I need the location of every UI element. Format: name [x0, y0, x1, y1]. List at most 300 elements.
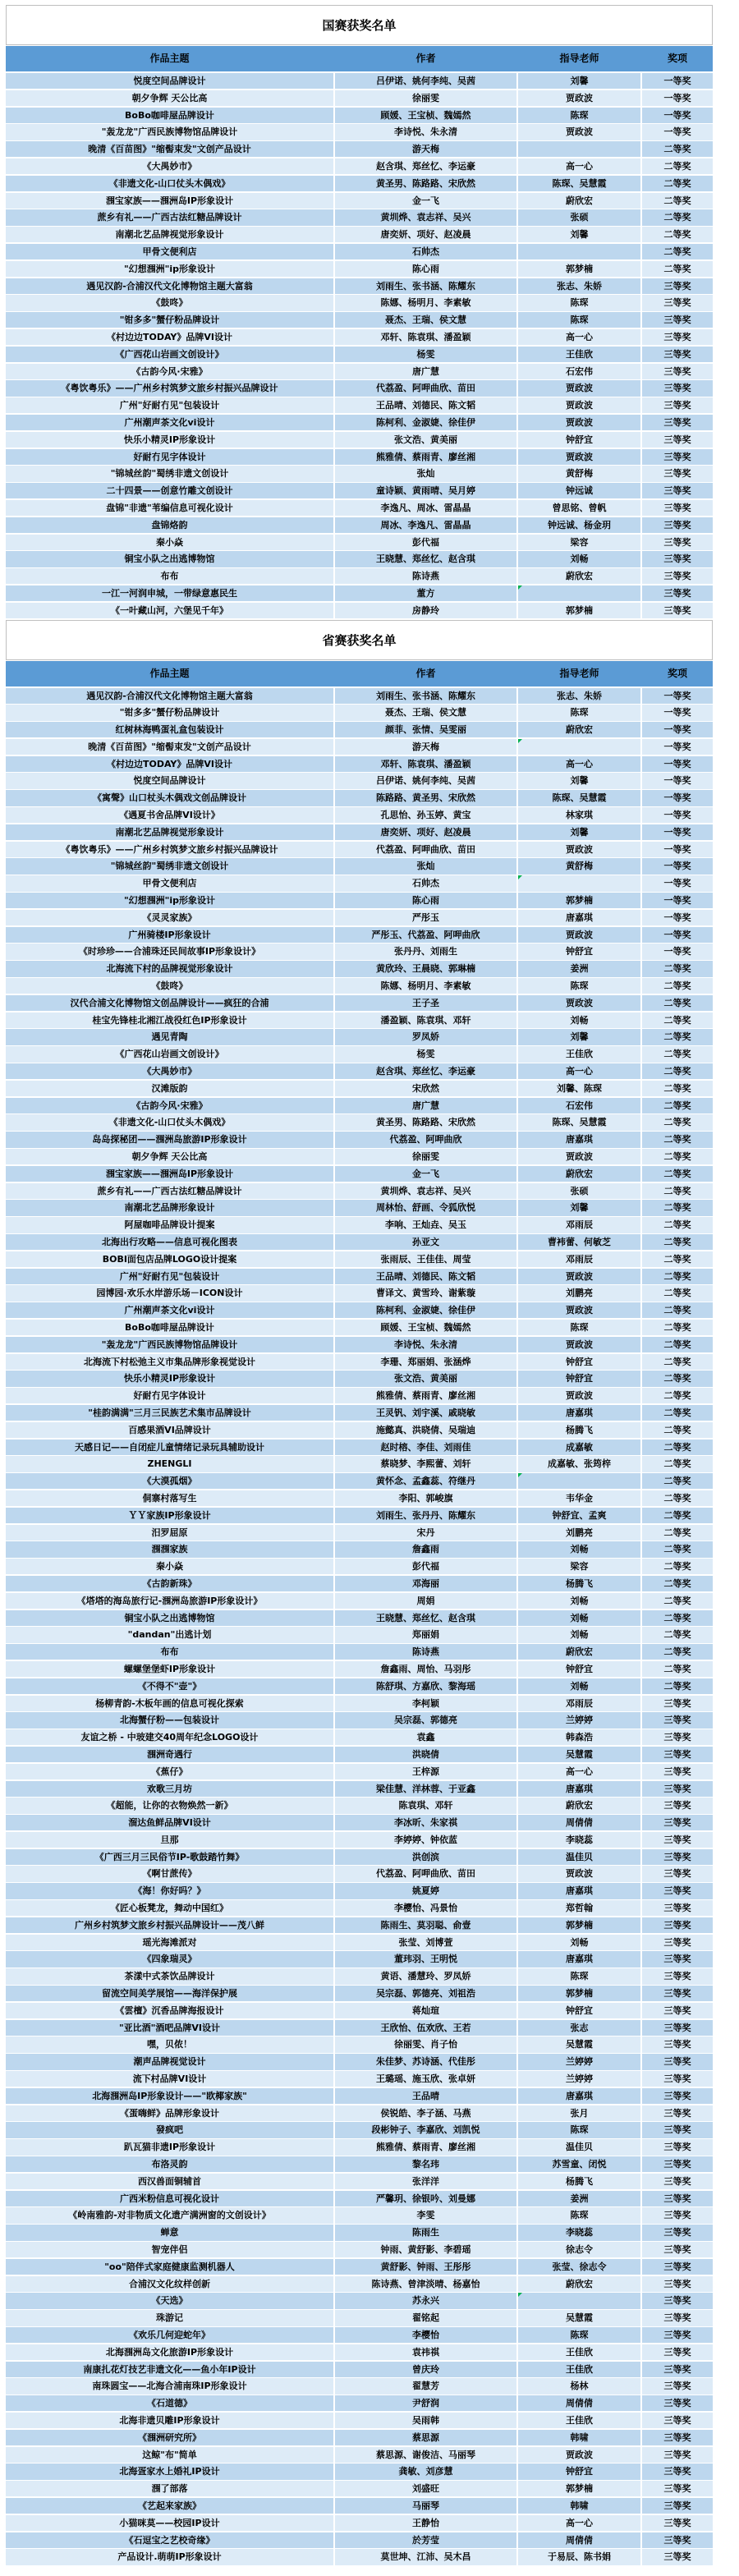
work-theme-cell: 北海出行攻略——信息可视化图表: [6, 1234, 333, 1250]
table-row[interactable]: [6, 1456, 713, 1472]
table-row[interactable]: [6, 2395, 713, 2411]
award-cell: 三等奖: [642, 1986, 713, 2001]
advisor-cell: 梁容: [518, 535, 640, 550]
table-row[interactable]: [6, 2464, 713, 2479]
advisor-cell: 钟舒宜: [518, 432, 640, 448]
table-row[interactable]: [6, 1968, 713, 1984]
table-row[interactable]: [6, 1337, 713, 1352]
table-row[interactable]: [6, 90, 713, 106]
table-row[interactable]: [6, 1747, 713, 1762]
table-row[interactable]: [6, 2156, 713, 2172]
table-row[interactable]: [6, 347, 713, 362]
award-cell: 三等奖: [642, 312, 713, 328]
table-row[interactable]: [6, 705, 713, 720]
advisor-cell: 韩森浩: [518, 1729, 640, 1745]
work-theme-cell: 《大漠孤烟》: [6, 1473, 333, 1489]
table-row[interactable]: [6, 1200, 713, 1215]
authors-cell: 徐丽雯、肖子怡: [335, 2036, 516, 2052]
authors-cell: 吴雨韩: [335, 2413, 516, 2428]
table-row[interactable]: [6, 2413, 713, 2428]
award-cell: 三等奖: [642, 551, 713, 567]
table-row[interactable]: [6, 1627, 713, 1642]
advisor-cell: 蔚欣宏: [518, 568, 640, 584]
authors-cell: 张文浩、黄美丽: [335, 432, 516, 448]
table-row[interactable]: [6, 2003, 713, 2018]
table-row[interactable]: [6, 551, 713, 567]
work-theme-cell: 遇见汉韵-合浦汉代文化博物馆主题大富翁: [6, 278, 333, 294]
award-cell: 二等奖: [642, 1440, 713, 1455]
table-body: [6, 688, 713, 2565]
work-theme-cell: 秦小焱: [6, 1559, 333, 1574]
award-cell: 三等奖: [642, 1832, 713, 1848]
table-row[interactable]: [6, 1832, 713, 1848]
work-theme-cell: 涠宝家族——涠洲岛IP形象设计: [6, 193, 333, 209]
table-row[interactable]: [6, 1610, 713, 1626]
table-row[interactable]: [6, 1183, 713, 1199]
table-row[interactable]: [6, 209, 713, 225]
table-row[interactable]: [6, 1917, 713, 1933]
table-row[interactable]: [6, 1132, 713, 1147]
work-theme-cell: 螺螺堡堡虾IP形象设计: [6, 1661, 333, 1677]
authors-cell: 张雨辰、王佳佳、周莹: [335, 1251, 516, 1267]
table-row[interactable]: [6, 227, 713, 242]
table-row[interactable]: [6, 2549, 713, 2565]
table-row[interactable]: [6, 978, 713, 994]
table-row[interactable]: [6, 1576, 713, 1591]
work-theme-cell: 广西米粉信息可视化设计: [6, 2191, 333, 2206]
table-row[interactable]: [6, 517, 713, 533]
table-row[interactable]: [6, 1900, 713, 1916]
award-cell: 三等奖: [642, 1747, 713, 1762]
advisor-cell: 曹袆蕾、何敏芝: [518, 1234, 640, 1250]
table-row[interactable]: [6, 1166, 713, 1182]
table-row[interactable]: [6, 1508, 713, 1523]
authors-cell: 徐丽雯: [335, 90, 516, 106]
table-row[interactable]: [6, 961, 713, 976]
table-row[interactable]: [6, 2122, 713, 2137]
table-row[interactable]: [6, 1866, 713, 1881]
table-row[interactable]: [6, 739, 713, 755]
table-row[interactable]: [6, 807, 713, 823]
authors-cell: 李雯: [335, 2207, 516, 2223]
advisor-cell: 刘馨: [518, 227, 640, 242]
table-row[interactable]: [6, 1354, 713, 1370]
work-theme-cell: 《村边边TODAY》品牌VI设计: [6, 329, 333, 345]
table-row[interactable]: [6, 773, 713, 788]
award-cell: 二等奖: [642, 1098, 713, 1114]
award-cell: 三等奖: [642, 2532, 713, 2548]
authors-cell: 李樱怡: [335, 2327, 516, 2343]
work-theme-cell: 百感果酒VI品牌设计: [6, 1422, 333, 1438]
award-cell: 三等奖: [642, 278, 713, 294]
work-theme-cell: 《一叶藏山河，六堡见千年》: [6, 603, 333, 618]
table-row[interactable]: [6, 1029, 713, 1045]
table-row[interactable]: [6, 397, 713, 413]
work-theme-cell: 《广西花山岩画文创设计》: [6, 347, 333, 362]
work-theme-cell: 留流空间美学展馆——海洋保护展: [6, 1986, 333, 2001]
authors-cell: 顾媛、王宝桢、魏嫣然: [335, 108, 516, 123]
work-theme-cell: 涠洲奇遇行: [6, 1747, 333, 1762]
advisor-cell: 陈琛: [518, 1968, 640, 1984]
table-row[interactable]: [6, 1712, 713, 1728]
advisor-cell: 钟舒宜、孟爽: [518, 1508, 640, 1523]
award-cell: 三等奖: [642, 2378, 713, 2394]
authors-cell: 邓轩、陈袁琪、潘盈颖: [335, 756, 516, 772]
authors-cell: 罗凤娇: [335, 1029, 516, 1045]
authors-cell: 唐奕妍、项好、赵凌晨: [335, 227, 516, 242]
work-theme-cell: 珠游记: [6, 2310, 333, 2326]
advisor-cell: 贾政波: [518, 415, 640, 430]
advisor-cell: 唐嘉琪: [518, 1951, 640, 1967]
authors-cell: 唐广慧: [335, 1098, 516, 1114]
table-row[interactable]: [6, 176, 713, 191]
authors-cell: 童诗颖、黄雨晴、吴月婷: [335, 483, 516, 498]
table-row[interactable]: [6, 2225, 713, 2240]
work-theme-cell: "幻想涠洲"ip形象设计: [6, 261, 333, 277]
table-row[interactable]: [6, 1251, 713, 1267]
table-row[interactable]: [6, 1285, 713, 1301]
table-row[interactable]: [6, 1473, 713, 1489]
award-cell: 二等奖: [642, 1661, 713, 1677]
work-theme-cell: 《鼓咚》: [6, 295, 333, 310]
table-row[interactable]: [6, 1490, 713, 1506]
award-cell: 二等奖: [642, 1559, 713, 1574]
work-theme-cell: 阿屋咖啡品牌设计提案: [6, 1217, 333, 1233]
authors-cell: 董玮羽、王明悦: [335, 1951, 516, 1967]
work-theme-cell: 北海蟹仔粉——包装设计: [6, 1712, 333, 1728]
table-row[interactable]: [6, 722, 713, 737]
award-cell: 二等奖: [642, 158, 713, 174]
table-row[interactable]: [6, 2036, 713, 2052]
advisor-cell: 贾政波: [518, 1866, 640, 1881]
authors-cell: 黄舒影、钟雨、王彤彤: [335, 2259, 516, 2275]
column-header: 作者: [335, 46, 516, 71]
award-cell: 一等奖: [642, 910, 713, 925]
table-row[interactable]: [6, 432, 713, 448]
table-row[interactable]: [6, 2105, 713, 2121]
awards-document: [6, 5, 713, 2565]
table-row[interactable]: [6, 1046, 713, 1062]
table-row[interactable]: [6, 893, 713, 908]
advisor-cell: 钟远诚、杨金玥: [518, 517, 640, 533]
advisor-cell: 陈琛、吴慧霞: [518, 1114, 640, 1130]
authors-cell: 侯锐皓、李子涵、马燕: [335, 2105, 516, 2121]
award-cell: 三等奖: [642, 1696, 713, 1711]
authors-cell: 曾庆玲: [335, 2362, 516, 2377]
table-row[interactable]: [6, 1269, 713, 1284]
authors-cell: 蔡思源: [335, 2430, 516, 2445]
table-row[interactable]: [6, 1422, 713, 1438]
table-row[interactable]: [6, 568, 713, 584]
authors-cell: 施懿真、洪晓倩、吴瑞迪: [335, 1422, 516, 1438]
award-cell: 一等奖: [642, 90, 713, 106]
table-row[interactable]: [6, 2242, 713, 2257]
advisor-cell: 钟舒宜: [518, 944, 640, 959]
advisor-cell: 钟舒宜: [518, 1354, 640, 1370]
table-row[interactable]: [6, 1405, 713, 1421]
award-cell: 二等奖: [642, 176, 713, 191]
authors-cell: 赵含琪、郑丝忆、李运豪: [335, 1063, 516, 1079]
award-cell: 三等奖: [642, 603, 713, 618]
table-row[interactable]: [6, 927, 713, 943]
advisor-cell: 刘畅: [518, 1541, 640, 1557]
authors-cell: 姚夏婷: [335, 1883, 516, 1899]
table-row[interactable]: [6, 124, 713, 140]
work-theme-cell: 南潮北艺品牌视觉形象设计: [6, 227, 333, 242]
advisor-cell: 张志、朱娇: [518, 688, 640, 704]
table-row[interactable]: [6, 1696, 713, 1711]
table-row[interactable]: [6, 688, 713, 704]
table-row[interactable]: [6, 910, 713, 925]
table-row[interactable]: [6, 2362, 713, 2377]
table-row[interactable]: [6, 1764, 713, 1779]
table-row[interactable]: [6, 483, 713, 498]
authors-cell: 刘雨生、张书涵、陈耀东: [335, 688, 516, 704]
advisor-cell: 贾政波: [518, 995, 640, 1011]
advisor-cell: 周倩倩: [518, 2395, 640, 2411]
table-row[interactable]: [6, 1114, 713, 1130]
advisor-cell: [518, 585, 640, 601]
award-cell: 三等奖: [642, 2276, 713, 2292]
award-cell: 二等奖: [642, 1610, 713, 1626]
authors-cell: 蔡思源、谢俊洁、马丽琴: [335, 2447, 516, 2463]
authors-cell: 陈柯利、金淑婕、徐佳伊: [335, 415, 516, 430]
authors-cell: 翟铭起: [335, 2310, 516, 2326]
advisor-cell: 贾政波: [518, 1149, 640, 1164]
advisor-cell: 贾政波: [518, 842, 640, 857]
advisor-cell: 王佳欣: [518, 2413, 640, 2428]
table-row[interactable]: [6, 2310, 713, 2326]
table-row[interactable]: [6, 2071, 713, 2087]
award-cell: 二等奖: [642, 1132, 713, 1147]
table-row[interactable]: [6, 2430, 713, 2445]
table-row[interactable]: [6, 466, 713, 481]
authors-cell: 宋丹: [335, 1525, 516, 1541]
table-row[interactable]: [6, 261, 713, 277]
award-cell: 二等奖: [642, 1149, 713, 1164]
advisor-cell: 郭梦楠: [518, 1986, 640, 2001]
table-row[interactable]: [6, 1388, 713, 1403]
table-row[interactable]: [6, 1440, 713, 1455]
advisor-cell: 高一心: [518, 2515, 640, 2531]
table-row[interactable]: [6, 2174, 713, 2189]
award-cell: 二等奖: [642, 1081, 713, 1096]
table-row[interactable]: [6, 790, 713, 806]
table-row[interactable]: [6, 842, 713, 857]
national-awards-section: [6, 5, 713, 618]
work-theme-cell: 《海！你好吗？》: [6, 1883, 333, 1899]
table-row[interactable]: [6, 73, 713, 89]
work-theme-cell: 布洛灵韵: [6, 2156, 333, 2172]
table-row[interactable]: [6, 1081, 713, 1096]
table-row[interactable]: [6, 2378, 713, 2394]
work-theme-cell: 《四象瑞灵》: [6, 1951, 333, 1967]
table-row[interactable]: [6, 1678, 713, 1694]
table-row[interactable]: [6, 875, 713, 891]
table-row[interactable]: [6, 2020, 713, 2036]
table-row[interactable]: [6, 858, 713, 874]
authors-cell: 詹鑫雨、周怡、马羽彤: [335, 1661, 516, 1677]
work-theme-cell: 晚清《百苗图》"缩髻束发"文创产品设计: [6, 141, 333, 157]
table-row[interactable]: [6, 449, 713, 465]
work-theme-cell: 瑶光海滩派对: [6, 1935, 333, 1950]
table-row[interactable]: [6, 1525, 713, 1541]
table-row[interactable]: [6, 158, 713, 174]
work-theme-cell: "轰龙龙"广西民族博物馆品牌设计: [6, 1337, 333, 1352]
table-row[interactable]: [6, 2139, 713, 2155]
advisor-cell: [518, 1473, 640, 1489]
authors-cell: 刘雨生、张书涵、陈耀东: [335, 278, 516, 294]
table-row[interactable]: [6, 1986, 713, 2001]
work-theme-cell: 红树林海鸭蛋礼盒包装设计: [6, 722, 333, 737]
work-theme-cell: 桂宝先锋桂北湘江战役红色IP形象设计: [6, 1012, 333, 1028]
advisor-cell: 苏雪童、闭悦: [518, 2156, 640, 2172]
table-row[interactable]: [6, 1371, 713, 1386]
advisor-cell: 徐志令: [518, 2242, 640, 2257]
table-row[interactable]: [6, 2088, 713, 2104]
table-row[interactable]: [6, 2532, 713, 2548]
table-row[interactable]: [6, 2054, 713, 2069]
award-cell: 三等奖: [642, 1935, 713, 1950]
award-cell: 三等奖: [642, 2430, 713, 2445]
table-row[interactable]: [6, 1644, 713, 1660]
award-cell: 一等奖: [642, 790, 713, 806]
award-cell: 三等奖: [642, 2207, 713, 2223]
table-row[interactable]: [6, 1883, 713, 1899]
table-row[interactable]: [6, 2259, 713, 2275]
table-row[interactable]: [6, 244, 713, 259]
authors-cell: 袁祎祺: [335, 2344, 516, 2360]
authors-cell: 周林怡、舒画、令狐欣悦: [335, 1200, 516, 1215]
award-cell: 三等奖: [642, 466, 713, 481]
table-row[interactable]: [6, 312, 713, 328]
table-row[interactable]: [6, 585, 713, 601]
table-row[interactable]: [6, 1815, 713, 1830]
work-theme-cell: "桂韵满满"三月三民族艺术集市品牌设计: [6, 1405, 333, 1421]
table-row[interactable]: [6, 1302, 713, 1318]
work-theme-cell: 汨罗屈原: [6, 1525, 333, 1541]
table-row[interactable]: [6, 1234, 713, 1250]
authors-cell: 陈娜、杨明月、李素敏: [335, 295, 516, 310]
work-theme-cell: 蔗乡有礼——广西古法红糖品牌设计: [6, 1183, 333, 1199]
authors-cell: 赵时榕、李佳、刘雨佳: [335, 1440, 516, 1455]
table-row[interactable]: [6, 824, 713, 840]
table-row[interactable]: [6, 141, 713, 157]
table-row[interactable]: [6, 2191, 713, 2206]
table-row[interactable]: [6, 2276, 713, 2292]
table-row[interactable]: [6, 2498, 713, 2514]
table-row[interactable]: [6, 295, 713, 310]
work-theme-cell: 铜宝小队之出逃博物馆: [6, 551, 333, 567]
authors-cell: 邓轩、陈袁琪、潘盈颖: [335, 329, 516, 345]
table-row[interactable]: [6, 1798, 713, 1813]
work-theme-cell: 《粤饮粤乐》——广州乡村筑梦文旅乡村振兴品牌设计: [6, 842, 333, 857]
table-row[interactable]: [6, 2447, 713, 2463]
work-theme-cell: 《大禺妙市》: [6, 158, 333, 174]
table-row[interactable]: [6, 1320, 713, 1335]
award-cell: 一等奖: [642, 73, 713, 89]
table-body: [6, 73, 713, 618]
advisor-cell: 蔚欣宏: [518, 1798, 640, 1813]
table-row[interactable]: [6, 2293, 713, 2308]
award-cell: 二等奖: [642, 1644, 713, 1660]
table-row[interactable]: [6, 364, 713, 379]
table-row[interactable]: [6, 1012, 713, 1028]
table-row[interactable]: [6, 2207, 713, 2223]
authors-cell: 苏永兴: [335, 2293, 516, 2308]
advisor-cell: 邓雨辰: [518, 1251, 640, 1267]
table-row[interactable]: [6, 1661, 713, 1677]
work-theme-cell: 汉滩版韵: [6, 1081, 333, 1096]
header-row: [6, 46, 713, 71]
award-cell: 二等奖: [642, 1541, 713, 1557]
table-row[interactable]: [6, 995, 713, 1011]
award-cell: 二等奖: [642, 1473, 713, 1489]
table-row[interactable]: [6, 193, 713, 209]
table-row[interactable]: [6, 944, 713, 959]
table-row[interactable]: [6, 535, 713, 550]
table-row[interactable]: [6, 1217, 713, 1233]
table-row[interactable]: [6, 1781, 713, 1797]
table-row[interactable]: [6, 415, 713, 430]
table-row[interactable]: [6, 1063, 713, 1079]
advisor-cell: 张硕: [518, 209, 640, 225]
work-theme-cell: 园博园·欢乐水岸游乐场－ICON设计: [6, 1285, 333, 1301]
authors-cell: 金一飞: [335, 1166, 516, 1182]
table-row[interactable]: [6, 1951, 713, 1967]
table-row[interactable]: [6, 1559, 713, 1574]
advisor-cell: 钟舒宜: [518, 1371, 640, 1386]
advisor-cell: 唐嘉琪: [518, 1883, 640, 1899]
award-cell: 三等奖: [642, 1798, 713, 1813]
work-theme-cell: 悦度空间品牌设计: [6, 73, 333, 89]
advisor-cell: 姜洲: [518, 2191, 640, 2206]
comment-marker-icon: [518, 875, 522, 879]
work-theme-cell: 产品设计.萌萌IP形象设计: [6, 2549, 333, 2565]
table-row[interactable]: [6, 500, 713, 516]
table-row[interactable]: [6, 1149, 713, 1164]
table-row[interactable]: [6, 1729, 713, 1745]
table-row[interactable]: [6, 2515, 713, 2531]
advisor-cell: 贾政波: [518, 1337, 640, 1352]
table-row[interactable]: [6, 380, 713, 396]
table-row[interactable]: [6, 603, 713, 618]
table-row[interactable]: [6, 1593, 713, 1609]
advisor-cell: 贾政波: [518, 1302, 640, 1318]
award-cell: 二等奖: [642, 1490, 713, 1506]
advisor-cell: 李晓蕊: [518, 1832, 640, 1848]
table-row[interactable]: [6, 756, 713, 772]
table-row[interactable]: [6, 329, 713, 345]
authors-cell: 王品晴、刘德民、陈文韬: [335, 1269, 516, 1284]
table-row[interactable]: [6, 2327, 713, 2343]
award-cell: 三等奖: [642, 1764, 713, 1779]
award-cell: 二等奖: [642, 209, 713, 225]
table-row[interactable]: [6, 2344, 713, 2360]
column-header: 作品主题: [6, 46, 333, 71]
table-row[interactable]: [6, 1935, 713, 1950]
table-row[interactable]: [6, 1098, 713, 1114]
award-cell: 三等奖: [642, 2088, 713, 2104]
work-theme-cell: 这鲸"布"简单: [6, 2447, 333, 2463]
table-row[interactable]: [6, 108, 713, 123]
table-row[interactable]: [6, 278, 713, 294]
award-cell: 二等奖: [642, 1217, 713, 1233]
table-row[interactable]: [6, 1849, 713, 1865]
authors-cell: 王灵钒、刘宇溪、戚晓敏: [335, 1405, 516, 1421]
table-row[interactable]: [6, 2481, 713, 2496]
table-row[interactable]: [6, 1541, 713, 1557]
